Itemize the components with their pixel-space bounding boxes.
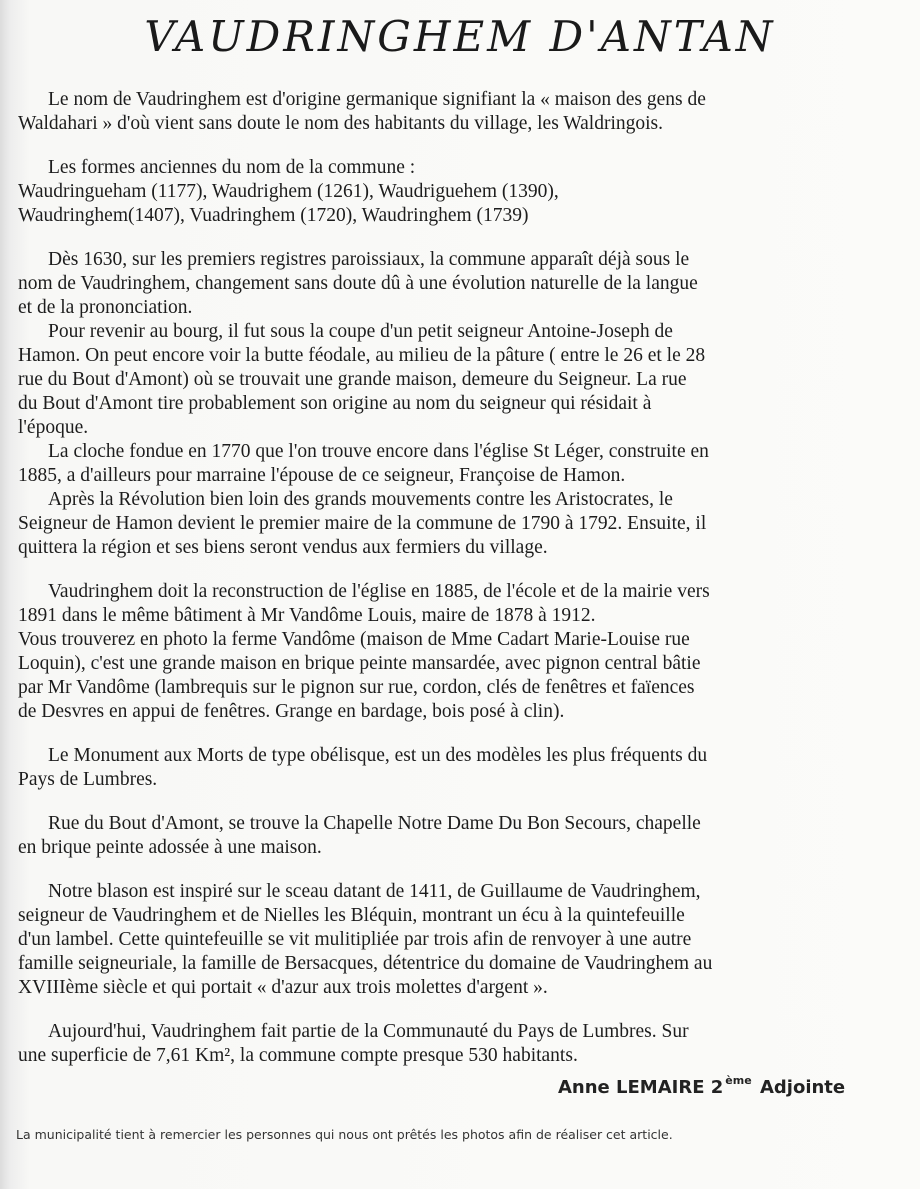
paragraph xyxy=(18,88,896,136)
signature-role: Adjointe xyxy=(759,1077,846,1098)
paragraph-gap xyxy=(18,560,896,580)
text-line: 1885, a d'ailleurs pour marraine l'épouse de ce seigneur, Françoise de Hamon. xyxy=(18,465,626,486)
text-line: Loquin), c'est une grande maison en brique peinte mansardée, avec pignon central bâtie xyxy=(18,653,701,674)
text-line: Le nom de Vaudringhem est d'origine germanique signifiant la « maison des gens de xyxy=(48,89,706,110)
text-line: nom de Vaudringhem, changement sans doute dû à une évolution naturelle de la langue xyxy=(18,273,698,294)
paragraph xyxy=(18,580,896,628)
article-body xyxy=(18,88,896,1068)
paragraph xyxy=(18,628,896,724)
paragraph xyxy=(18,1020,896,1068)
paragraph-gap xyxy=(18,228,896,248)
paragraph xyxy=(18,744,896,792)
paragraph xyxy=(18,156,896,228)
text-line: par Mr Vandôme (lambrequis sur le pignon sur rue, cordon, clés de fenêtres et faïences xyxy=(18,677,695,698)
text-line: d'un lambel. Cette quintefeuille se vit mulitipliée par trois afin de renvoyer à une autre xyxy=(18,929,692,950)
text-line: de Desvres en appui de fenêtres. Grange en bardage, bois posé à clin). xyxy=(18,701,565,722)
paragraph xyxy=(18,320,896,440)
text-line: du Bout d'Amont tire probablement son origine au nom du seigneur qui résidait à xyxy=(18,393,652,414)
paragraph-gap xyxy=(18,860,896,880)
text-line: famille seigneuriale, la famille de Bersacques, détentrice du domaine de Vaudringhem au xyxy=(18,953,713,974)
paragraph xyxy=(18,812,896,860)
footer-note: La municipalité tient à remercier les personnes qui nous ont prêtés les photos afin de réaliser cet article. xyxy=(16,1127,673,1142)
text-line: Dès 1630, sur les premiers registres paroissiaux, la commune apparaît déjà sous le xyxy=(48,249,690,270)
text-line: quittera la région et ses biens seront vendus aux fermiers du village. xyxy=(18,537,548,558)
text-line: Hamon. On peut encore voir la butte féodale, au milieu de la pâture ( entre le 26 et le 28 xyxy=(18,345,706,366)
text-line: La cloche fondue en 1770 que l'on trouve encore dans l'église St Léger, construite en xyxy=(48,441,709,462)
text-line: en brique peinte adossée à une maison. xyxy=(18,837,322,858)
text-line: Après la Révolution bien loin des grands mouvements contre les Aristocrates, le xyxy=(48,489,673,510)
text-line: Waudringhem(1407), Vuadringhem (1720), Waudringhem (1739) xyxy=(18,205,529,226)
text-line: Waldahari » d'où vient sans doute le nom des habitants du village, les Waldringois. xyxy=(18,113,664,134)
signature-ordinal: ème xyxy=(725,1074,752,1087)
paragraph-gap xyxy=(18,136,896,156)
paragraph-gap xyxy=(18,792,896,812)
paragraph-gap xyxy=(18,724,896,744)
text-line: Les formes anciennes du nom de la commune : xyxy=(48,157,416,178)
page-title: VAUDRINGHEM D'ANTAN xyxy=(144,12,776,61)
text-line: Waudringueham (1177), Waudrighem (1261), Waudriguehem (1390), xyxy=(18,181,559,202)
text-line: Rue du Bout d'Amont, se trouve la Chapelle Notre Dame Du Bon Secours, chapelle xyxy=(48,813,701,834)
paragraph xyxy=(18,880,896,1000)
signature-name: Anne LEMAIRE 2 xyxy=(558,1077,724,1098)
text-line: Seigneur de Hamon devient le premier maire de la commune de 1790 à 1792. Ensuite, il xyxy=(18,513,707,534)
text-line: Pour revenir au bourg, il fut sous la coupe d'un petit seigneur Antoine-Joseph de xyxy=(48,321,673,342)
text-line: Pays de Lumbres. xyxy=(18,769,158,790)
text-line: Vous trouverez en photo la ferme Vandôme (maison de Mme Cadart Marie-Louise rue xyxy=(18,629,690,650)
paragraph xyxy=(18,488,896,560)
text-line: Le Monument aux Morts de type obélisque, est un des modèles les plus fréquents du xyxy=(48,745,708,766)
text-line: 1891 dans le même bâtiment à Mr Vandôme Louis, maire de 1878 à 1912. xyxy=(18,605,596,626)
text-line: et de la prononciation. xyxy=(18,297,193,318)
text-line: XVIIIème siècle et qui portait « d'azur aux trois molettes d'argent ». xyxy=(18,977,548,998)
text-line: Notre blason est inspiré sur le sceau datant de 1411, de Guillaume de Vaudringhem, xyxy=(48,881,701,902)
text-line: l'époque. xyxy=(18,417,89,438)
signature xyxy=(558,1074,845,1098)
text-line: Vaudringhem doit la reconstruction de l'église en 1885, de l'école et de la mairie vers xyxy=(48,581,710,602)
paragraph xyxy=(18,248,896,320)
text-line: Aujourd'hui, Vaudringhem fait partie de la Communauté du Pays de Lumbres. Sur xyxy=(48,1021,689,1042)
text-line: rue du Bout d'Amont) où se trouvait une grande maison, demeure du Seigneur. La rue xyxy=(18,369,687,390)
text-line: seigneur de Vaudringhem et de Nielles les Bléquin, montrant un écu à la quintefeuille xyxy=(18,905,685,926)
text-line: une superficie de 7,61 Km², la commune compte presque 530 habitants. xyxy=(18,1045,578,1066)
paragraph-gap xyxy=(18,1000,896,1020)
paragraph xyxy=(18,440,896,488)
